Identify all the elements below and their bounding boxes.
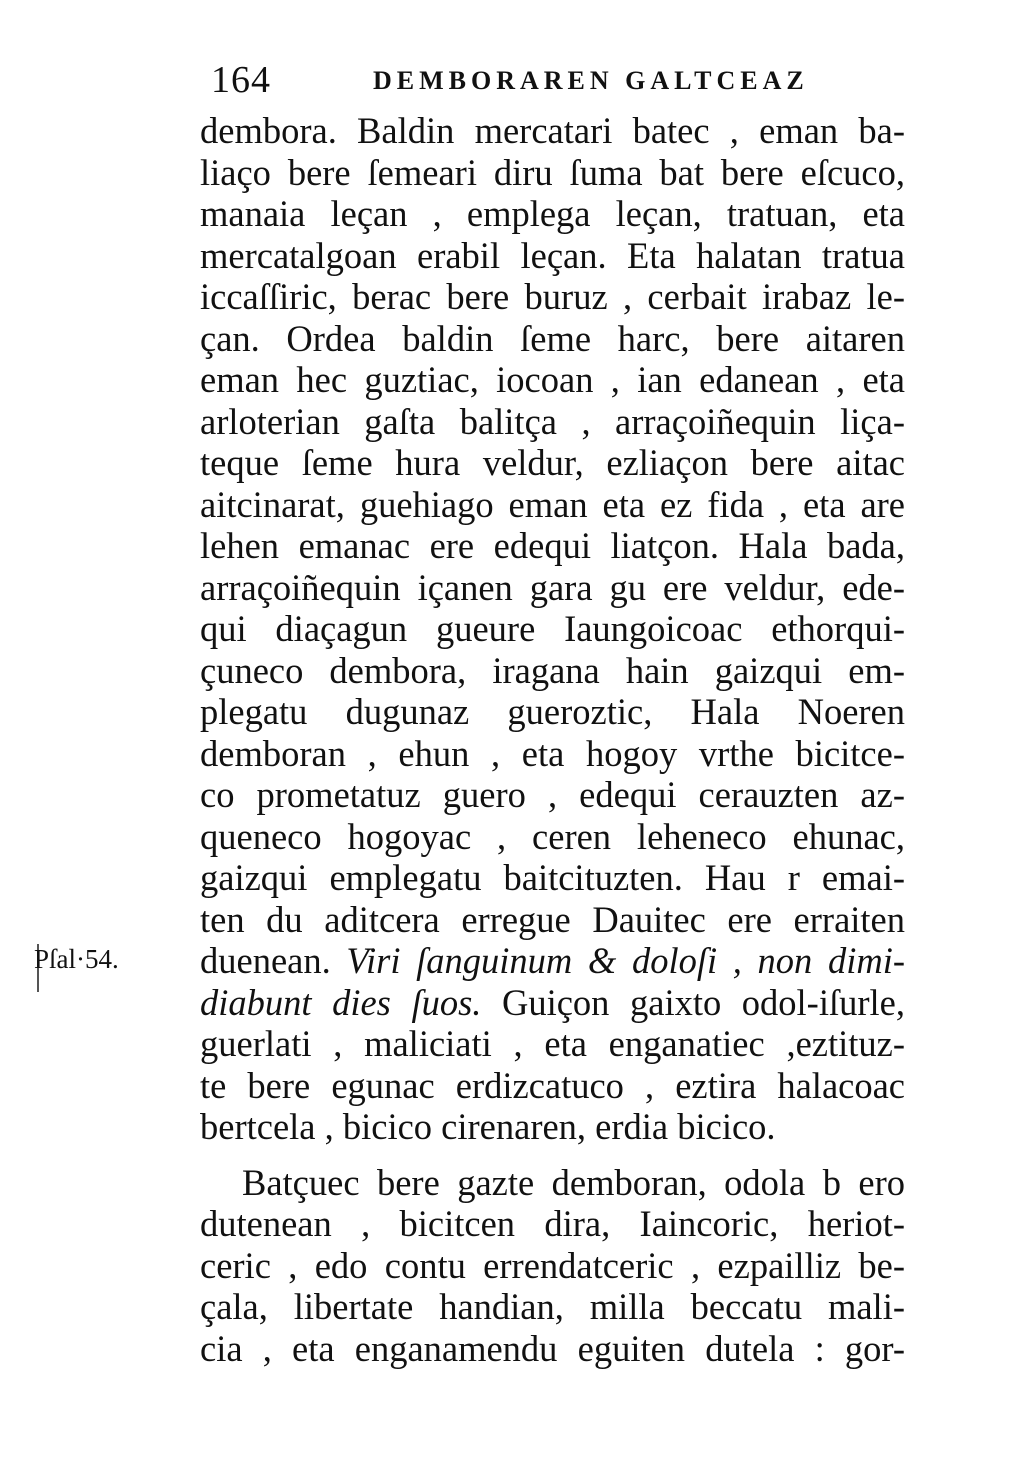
text-line: dembora. Baldin mercatari batec , eman ba- (200, 110, 905, 151)
text-line: iccaſſiric, berac bere buruz , cerbait irabaz le- (200, 276, 905, 317)
latin-quote-end: diabunt dies ſuos. (200, 981, 482, 1023)
text-line: arraçoiñequin içanen gara gu ere veldur, ede- (200, 566, 905, 608)
quote-line (200, 940, 905, 982)
text-line: aitcinarat, guehiago eman eta ez fida , eta are (200, 483, 905, 525)
text-line: demboran , ehun , eta hogoy vrthe bicitce- (200, 732, 905, 774)
page-number: 164 (211, 59, 271, 101)
text-line: plegatu dugunaz gueroztic, Hala Noeren (200, 691, 905, 732)
latin-quote: Viri ſanguinum & doloſi , non dimi- (346, 940, 905, 981)
paragraph-2 (200, 1162, 905, 1370)
text-line: mercatalgoan erabil leçan. Eta halatan tratua (200, 234, 905, 276)
text-line: guerlati , maliciati , eta enganatiec ,eztituz- (200, 1023, 905, 1064)
text-line: teque ſeme hura veldur, ezliaçon bere aitac (200, 442, 905, 483)
text-line: çan. Ordea baldin ſeme harc, bere aitaren (200, 317, 905, 359)
text-line: dutenean , bicitcen dira, Iaincoric, heriot- (200, 1203, 905, 1244)
quote-line (200, 982, 905, 1024)
paragraph-1 (200, 110, 905, 1148)
text-line: çuneco dembora, iragana hain gaizqui em- (200, 649, 905, 691)
text-line: qui diaçagun gueure Iaungoicoac ethorqui- (200, 608, 905, 649)
text-line: eman hec guztiac, iocoan , ian edanean , eta (200, 359, 905, 400)
text-line: Batçuec bere gazte demboran, odola b ero (242, 1161, 905, 1203)
quote-translation: Guiçon gaixto odol-iſurle, (501, 981, 905, 1023)
quote-lead: duenean. (200, 940, 331, 981)
text-line: gaizqui emplegatu baitcituzten. Hau r emai- (200, 857, 905, 898)
margin-note: Pſal·54. (34, 944, 119, 974)
text-line: ceric , edo contu errendatceric , ezpailliz be- (200, 1244, 905, 1286)
text-line: lehen emanac ere edequi liatçon. Hala bada, (200, 525, 905, 566)
text-line: arloterian gaſta balitça , arraçoiñequin liça- (200, 400, 905, 442)
text-line: queneco hogoyac , ceren leheneco ehunac, (200, 815, 905, 857)
text-line: cia , eta enganamendu eguiten dutela : gor- (200, 1327, 905, 1369)
text-line: manaia leçan , emplega leçan, tratuan, eta (200, 193, 905, 234)
body-text (200, 110, 905, 1369)
text-line: ten du aditcera erregue Dauitec ere erraiten (200, 898, 905, 940)
running-title: DEMBORAREN GALTCEAZ (373, 66, 809, 95)
page-header (205, 58, 905, 102)
text-line: çala, libertate handian, milla beccatu mali- (200, 1286, 905, 1327)
text-line: liaço bere ſemeari diru ſuma bat bere eſcuco, (200, 151, 905, 193)
text-line: co prometatuz guero , edequi cerauzten az- (200, 774, 905, 815)
paragraph-gap (200, 1148, 905, 1162)
text-line: bertcela , bicico cirenaren, erdia bicico. (200, 1106, 776, 1147)
text-line: te bere egunac erdizcatuco , eztira halacoac (200, 1064, 905, 1106)
